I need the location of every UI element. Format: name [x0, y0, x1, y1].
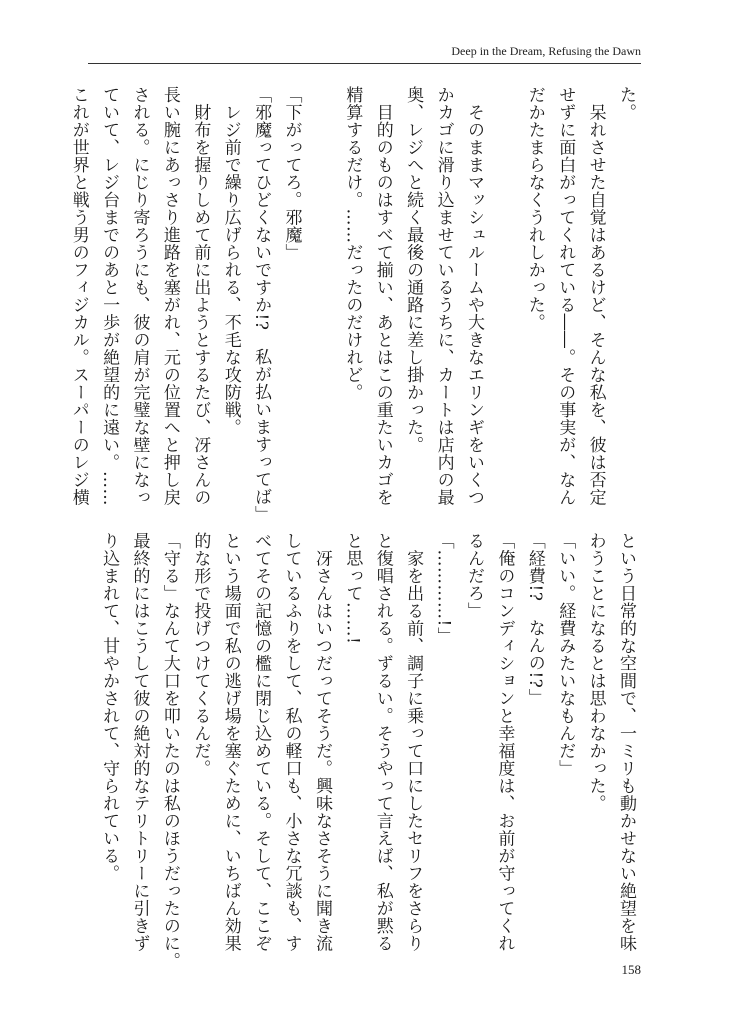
text-line: り込まれて、甘やかされて、守られている。: [99, 532, 120, 882]
text-line: 最終的にはこうして彼の絶対的なテリトリーに引きず: [129, 532, 150, 952]
text-line: せずに面白がってくれている――。その事実が、なん: [555, 86, 576, 506]
text-line: るんだろ」: [463, 532, 484, 620]
text-line: 目的のものはすべて揃い、あとはこの重たいカゴを: [372, 86, 393, 506]
text-line: ていて、レジ台までのあと一歩が絶望的に遠い。……: [99, 86, 120, 506]
text-line: しているふりをして、私の軽口も、小さな冗談も、す: [281, 532, 302, 952]
text-line: わうことになるとは思わなかった。: [585, 532, 606, 812]
text-line: と思って……!: [342, 532, 363, 645]
text-line: た。: [616, 86, 636, 121]
text-line: レジ前で繰り広げられる、不毛な攻防戦。: [220, 86, 241, 436]
text-line: 的な形で投げつけてくるんだ。: [190, 532, 211, 777]
text-line: そのままマッシュルームや大きなエリンギをいくつ: [463, 86, 484, 506]
upper-text-block: [63, 86, 641, 523]
running-header: Deep in the Dream, Refusing the Dawn: [451, 44, 641, 58]
text-line: される。にじり寄ろうにも、彼の肩が完璧な壁になっ: [129, 86, 150, 506]
text-line: 家を出る前、調子に乗って口にしたセリフをさらり: [403, 532, 424, 952]
text-line: 「俺のコンディションと幸福度は、お前が守ってくれ: [494, 532, 515, 952]
text-line: 精算するだけ。……だったのだけれど。: [342, 86, 363, 401]
text-line: 「邪魔ってひどくないですか!? 私が払いますってば」: [251, 86, 272, 523]
text-line: 冴さんはいつだってそうだ。興味なさそうに聞き流: [311, 532, 332, 952]
text-line: [489, 86, 519, 490]
text-line: だかたまらなくうれしかった。: [524, 86, 545, 331]
text-line: 「守る」なんて大口を叩いたのは私のほうだったのに。: [159, 532, 180, 970]
text-line: 財布を握りしめて前に出ようとするたび、冴さんの: [190, 86, 211, 506]
text-line: 呆れさせた自覚はあるけど、そんな私を、彼は否定: [585, 86, 606, 506]
text-line: これが世界と戦う男のフィジカル。スーパーのレジ横: [68, 86, 89, 506]
text-line: かカゴに滑り込ませているうちに、カートは店内の最: [433, 86, 454, 506]
text-line: 「…………!」: [433, 532, 454, 645]
text-line: べてその記憶の檻に閉じ込めている。そして、ここぞ: [251, 532, 272, 952]
text-line: [307, 86, 337, 490]
text-line: 「経費!? なんの!?」: [524, 532, 545, 706]
text-line: という日常的な空間で、一ミリも動かせない絶望を味: [616, 532, 636, 952]
header-rule: [88, 63, 641, 64]
text-line: 「下がってろ。邪魔」: [281, 86, 302, 261]
text-line: 「いい。経費みたいなもんだ」: [555, 532, 576, 777]
text-line: と復唱される。ずるい。そうやって言えば、私が黙る: [372, 532, 393, 952]
text-line: という場面で私の逃げ場を塞ぐために、いちばん効果: [220, 532, 241, 952]
page-number: 158: [621, 962, 641, 977]
text-line: 長い腕にあっさり進路を塞がれ、元の位置へと押し戻: [159, 86, 180, 506]
text-line: 奥、レジへと続く最後の通路に差し掛かった。: [403, 86, 424, 454]
